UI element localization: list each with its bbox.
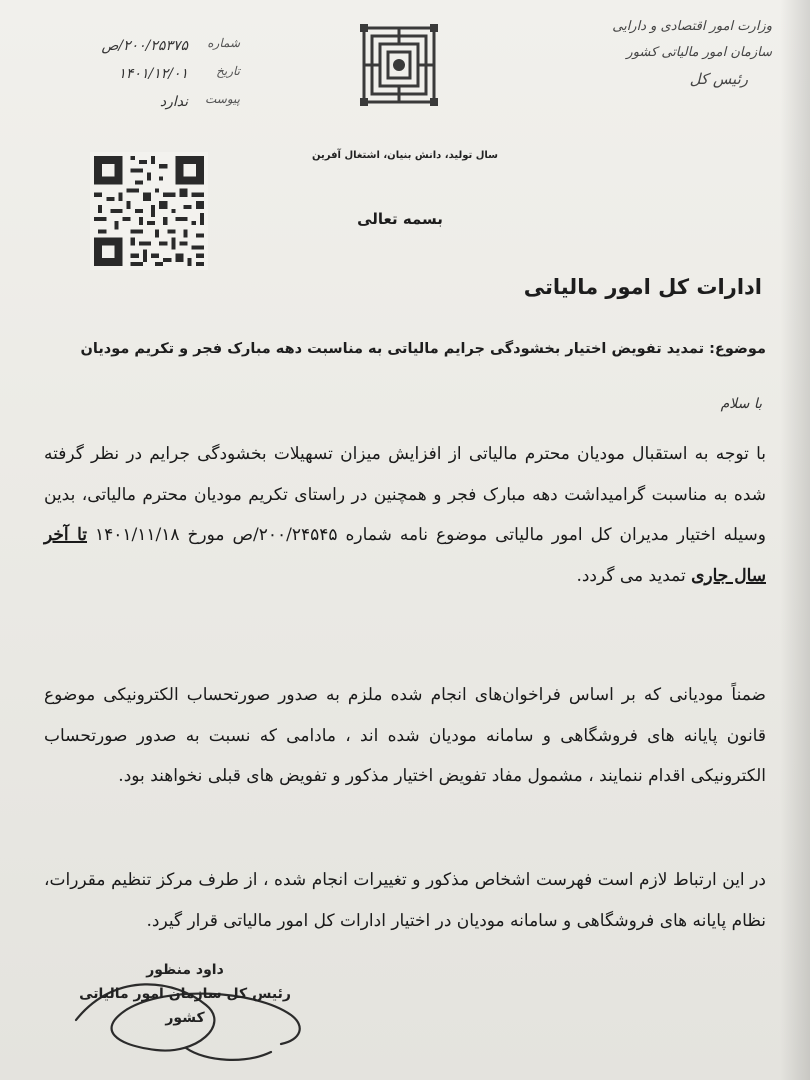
recipient-heading: ادارات کل امور مالیاتی	[523, 275, 762, 299]
date-row	[60, 64, 240, 88]
head-title-line: رئیس کل	[689, 70, 748, 88]
signatory-title: رئیس کل سازمان امور مالیاتی کشور	[79, 986, 291, 1026]
paragraph-2: ضمناً مودیانی که بر اساس فراخوان‌های انجام شده ملزم به صدور صورتحساب الکترونیکی موضوع قانون پایانه های فروشگاهی و سامانه مودیان شده اند ، مادامی که نسبت به صدور صورتحساب الکترونیکی اقدام ننمایند ، مشمول مفاد تفویض اختیار مذکور و تفویض های قبلی نخواهند بود.	[44, 685, 766, 786]
ministry-line: وزارت امور اقتصادی و دارایی	[612, 19, 772, 34]
qr-code-icon	[90, 152, 208, 270]
paragraph-1-ending: تمدید می گردد.	[576, 565, 686, 586]
organization-line: سازمان امور مالیاتی کشور	[626, 45, 772, 60]
date-value: ۱۴۰۱/۱۲/۰۱	[118, 66, 188, 82]
year-slogan: سال تولید، دانش بنیان، اشتغال آفرین	[312, 150, 498, 161]
ministry-header	[572, 14, 772, 92]
subject-label: موضوع:	[709, 341, 766, 357]
signatory	[70, 958, 300, 1030]
paragraph-1-emphasis: تا آخر سال جاری	[44, 525, 766, 586]
paragraph-1-text: با توجه به استقبال مودیان محترم مالیاتی از افزایش میزان تسهیلات بخشودگی جرایم در نظر گرفته شده به مناسبت گرامیداشت دهه مبارک فجر و همچنین در راستای تکریم مودیان محترم مالیاتی، بدین وسیله اختیار مدیران کل امور مالیاتی موضوع نامه شماره ۲۰۰/۲۴۵۴۵/ص مورخ ۱۴۰۱/۱۱/۱۸	[44, 444, 766, 545]
number-row	[60, 36, 240, 60]
tax-organization-emblem-icon	[358, 22, 440, 108]
number-label: شماره	[207, 36, 240, 50]
paragraph-3: در این ارتباط لازم است فهرست اشخاص مذکور و تغییرات انجام شده ، از طرف مرکز تنظیم مقررات، نظام پایانه های فروشگاهی و سامانه مودیان در اختیار ادارات کل امور مالیاتی قرار گیرد.	[44, 870, 766, 931]
attachment-value: ندارد	[159, 94, 188, 110]
number-value: ۲۰۰/۲۵۳۷۵/ص	[101, 38, 188, 54]
date-label: تاریخ	[216, 64, 240, 78]
attachment-label: پیوست	[205, 92, 240, 106]
attachment-row	[60, 92, 240, 116]
paragraph-1	[44, 434, 766, 596]
reference-block	[60, 36, 240, 120]
subject-line	[46, 338, 766, 360]
signatory-name: داود منظور	[146, 962, 224, 978]
subject-text: تمدید تفویض اختیار بخشودگی جرایم مالیاتی به مناسبت دهه مبارک فجر و تکریم مودیان	[80, 341, 705, 357]
salutation: با سلام	[720, 396, 762, 412]
basmala: بسمه تعالی	[357, 210, 443, 228]
